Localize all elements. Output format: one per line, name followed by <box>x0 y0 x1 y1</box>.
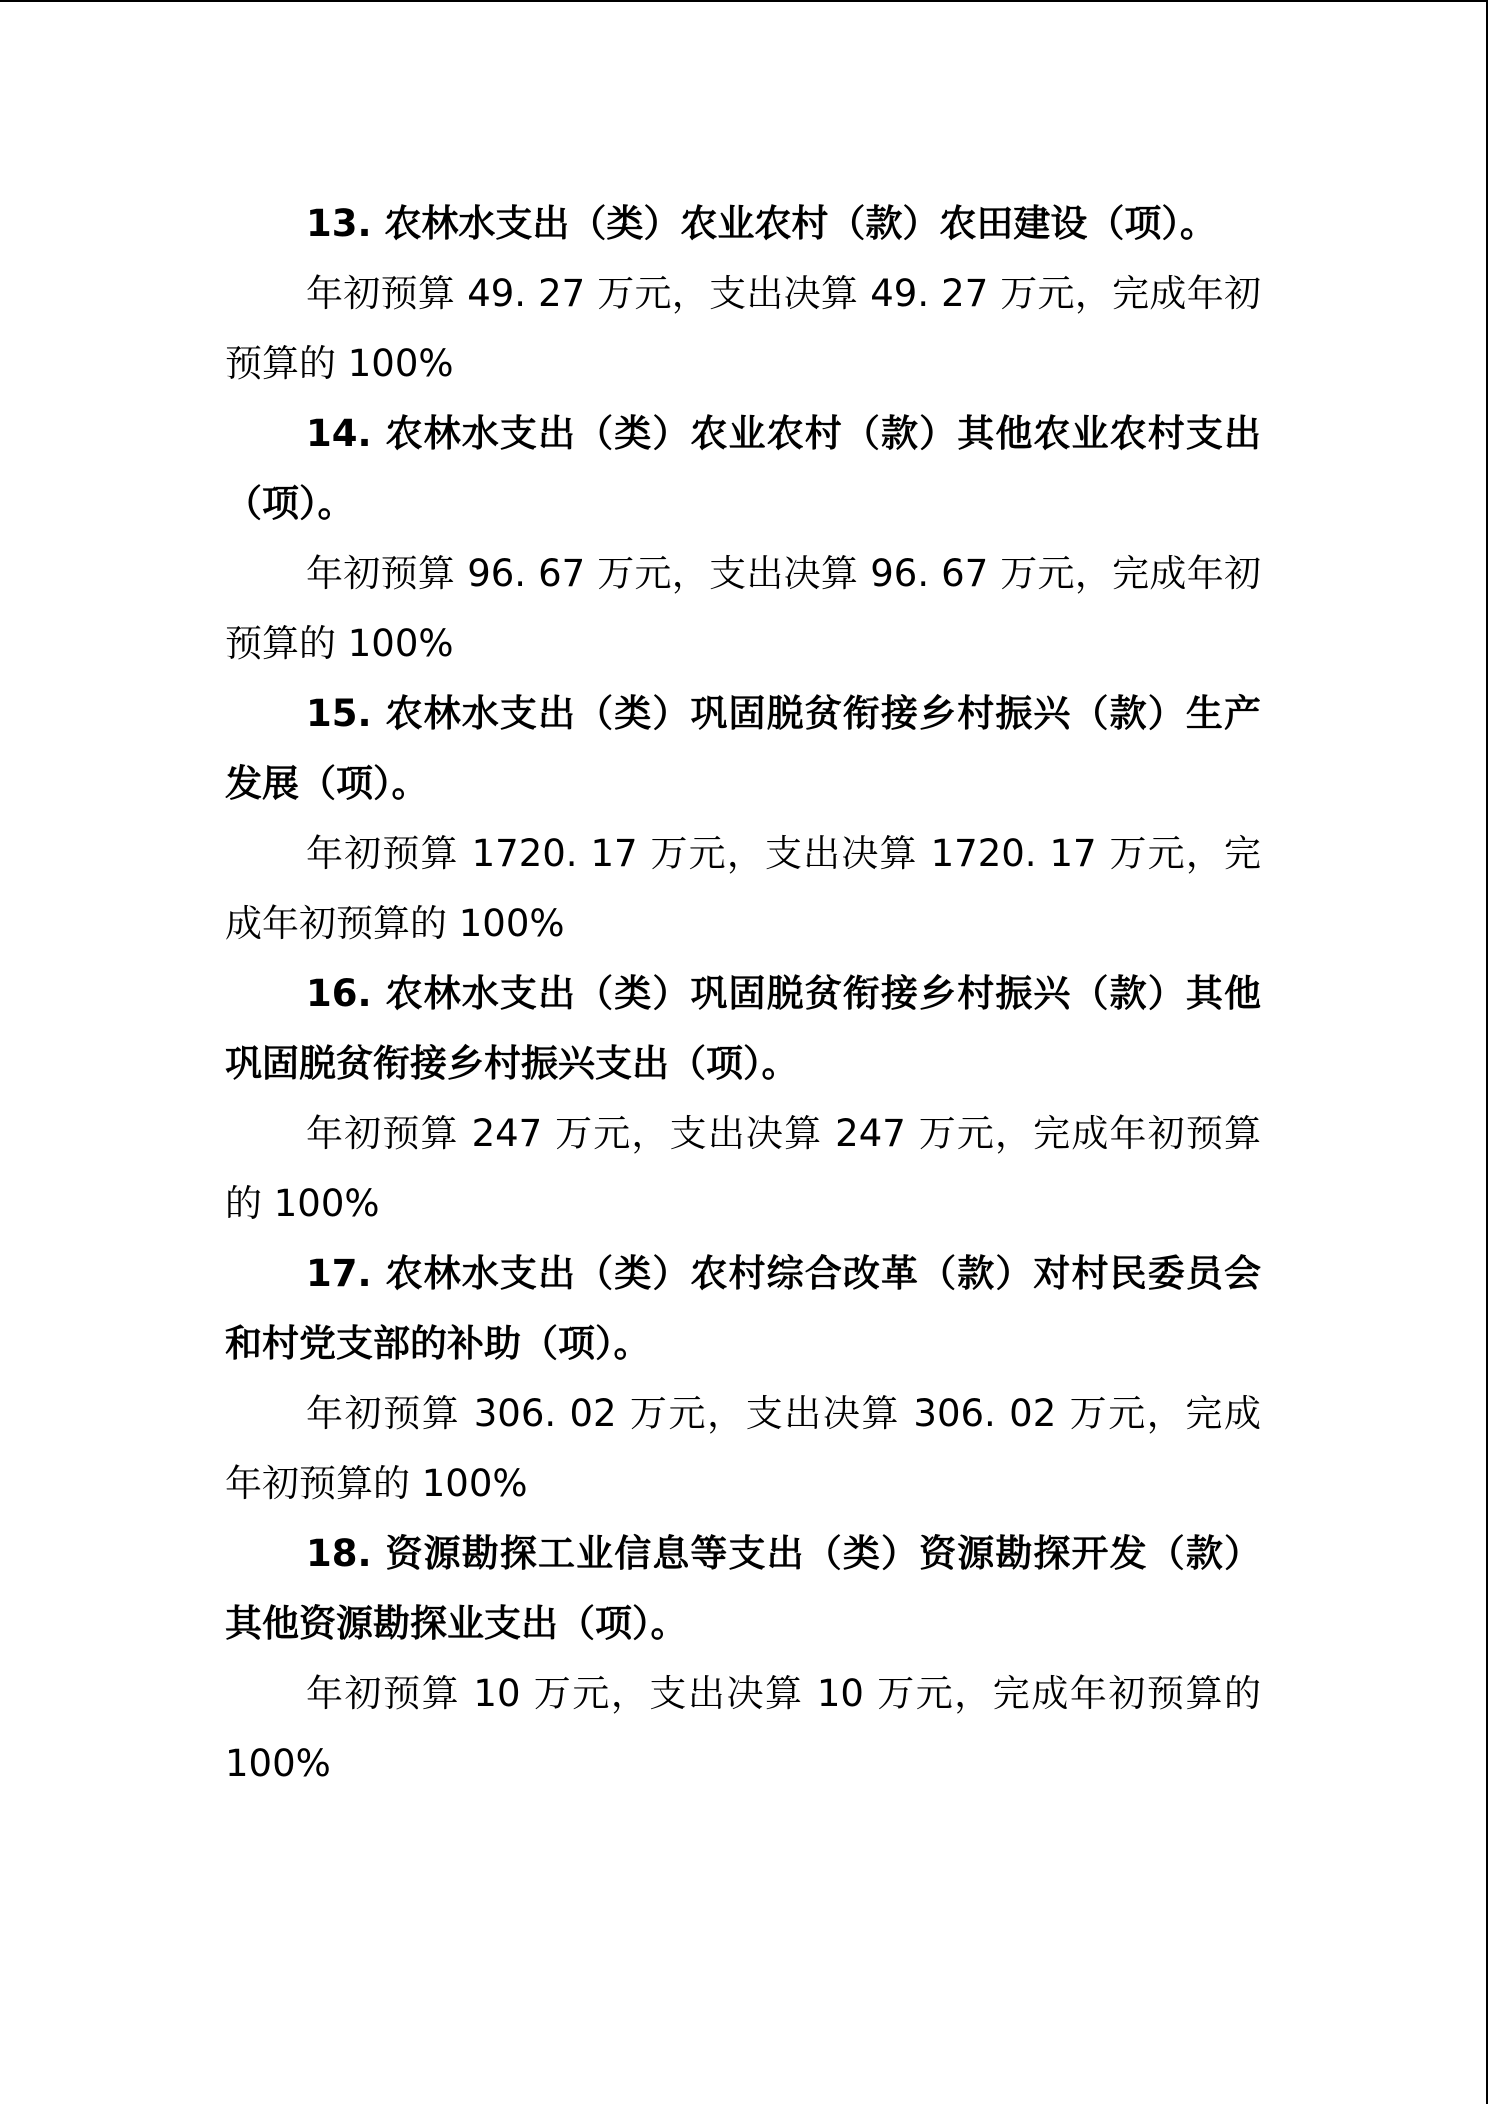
section-heading-13: 13. 农林水支出（类）农业农村（款）农田建设（项）。 <box>306 202 1217 245</box>
section-body-15: 年初预算 1720. 17 万元，支出决算 1720. 17 万元，完成年初预算的 100% <box>225 832 1261 945</box>
section-body-14: 年初预算 96. 67 万元，支出决算 96. 67 万元，完成年初预算的 100% <box>225 552 1261 665</box>
section-heading-15: 15. 农林水支出（类）巩固脱贫衔接乡村振兴（款）生产发展（项）。 <box>225 692 1261 805</box>
section-body-16: 年初预算 247 万元，支出决算 247 万元，完成年初预算的 100% <box>225 1112 1261 1225</box>
section-heading-16: 16. 农林水支出（类）巩固脱贫衔接乡村振兴（款）其他巩固脱贫衔接乡村振兴支出（项）。 <box>225 972 1261 1085</box>
section-heading-18: 18. 资源勘探工业信息等支出（类）资源勘探开发（款）其他资源勘探业支出（项）。 <box>225 1532 1261 1645</box>
section-heading-14: 14. 农林水支出（类）农业农村（款）其他农业农村支出（项）。 <box>225 412 1261 525</box>
section-body-18: 年初预算 10 万元，支出决算 10 万元，完成年初预算的 100% <box>225 1672 1261 1785</box>
document-body <box>225 189 1261 1799</box>
section-body-13: 年初预算 49. 27 万元，支出决算 49. 27 万元，完成年初预算的 100% <box>225 272 1261 385</box>
section-heading-17: 17. 农林水支出（类）农村综合改革（款）对村民委员会和村党支部的补助（项）。 <box>225 1252 1261 1365</box>
section-body-17: 年初预算 306. 02 万元，支出决算 306. 02 万元，完成年初预算的 100% <box>225 1392 1261 1505</box>
